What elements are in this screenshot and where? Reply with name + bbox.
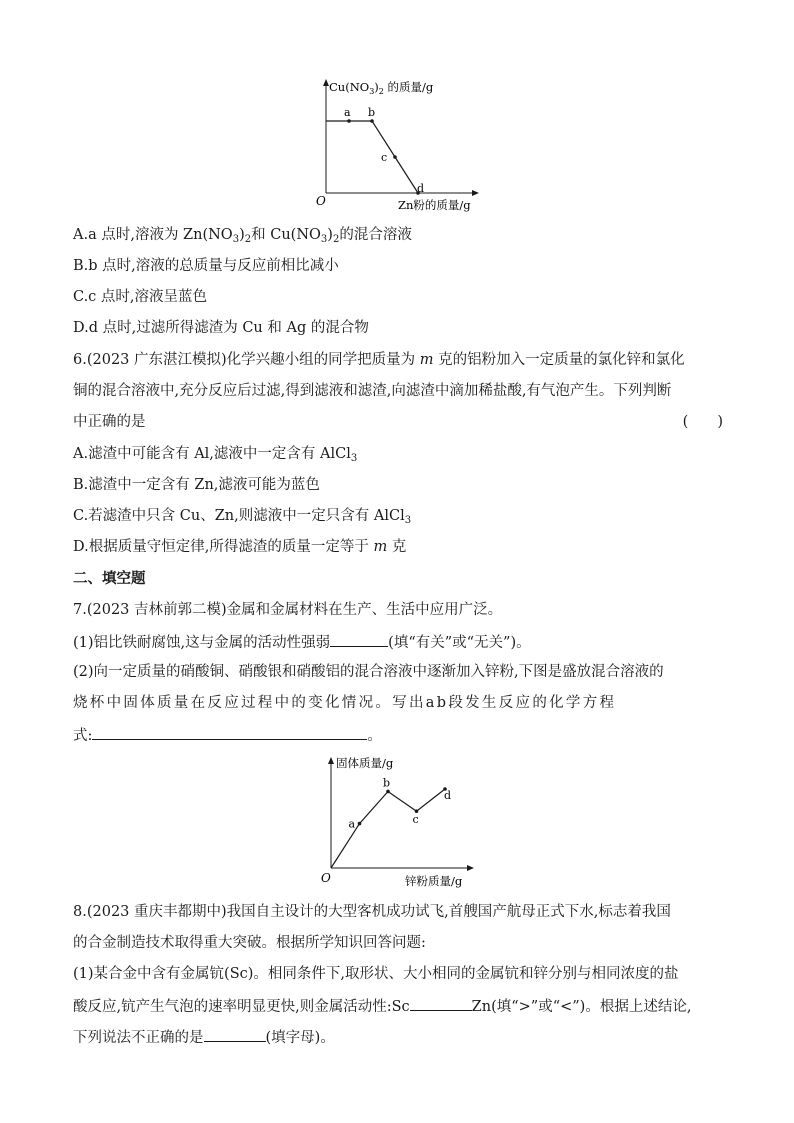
graph-2-x-label: 锌粉质量/g <box>405 874 463 888</box>
q5-option-d: D.d 点时,过滤所得滤渣为 Cu 和 Ag 的混合物 <box>73 320 369 336</box>
q6-option-b: B.滤渣中一定含有 Zn,滤液可能为蓝色 <box>73 477 320 493</box>
graph-2-point-label-b: b <box>383 776 391 790</box>
graph-2 <box>305 752 490 892</box>
graph-2-point-b <box>386 790 390 794</box>
q8-blank-choice[interactable] <box>204 1026 266 1042</box>
graph-1-point-label-a: a <box>344 106 351 119</box>
q8-stem-line-1: 8.(2023 重庆丰都期中)我国自主设计的大型客机成功试飞,首艘国产航母正式下水,标志着我国 <box>73 904 671 920</box>
q5-option-a: A.a 点时,溶液为 $Zn(NO_3)_2$和 $Cu(NO_3)_2$的混合溶液 <box>73 227 412 245</box>
graph-2-origin: O <box>321 871 331 885</box>
q8-blank-activity[interactable] <box>410 995 472 1011</box>
q6-option-a: A.滤渣中可能含有 Al,滤液中一定含有 AlCl$_3$ <box>73 446 358 464</box>
q7-part-2-line-3: 式: 。 <box>73 724 723 746</box>
graph-2-point-label-c: c <box>412 813 419 827</box>
q7-blank-equation[interactable] <box>92 724 367 740</box>
graph-2-point-label-a: a <box>348 817 356 831</box>
q6-option-c: C.若滤渣中只含 Cu、Zn,则滤液中一定只含有 AlCl$_3$ <box>73 508 412 526</box>
section-title: 二、填空题 <box>73 570 146 587</box>
graph-1-point-label-d: d <box>417 182 425 195</box>
q8-part-1-line-3: 下列说法不正确的是 (填字母)。 <box>73 1026 723 1048</box>
q6-option-d: D.根据质量守恒定律,所得滤渣的质量一定等于 m 克 <box>73 539 407 555</box>
q7-part-2-line-2: 烧杯中固体质量在反应过程中的变化情况。写出ab段发生反应的化学方程 <box>73 695 617 711</box>
q6-stem-line-3: 中正确的是 ( ) <box>73 414 723 430</box>
graph-1-point-b <box>370 119 374 123</box>
graph-2-y-label: 固体质量/g <box>336 756 394 770</box>
q7-part-1: (1)铝比铁耐腐蚀,这与金属的活动性强弱 (填“有关”或“无关”)。 <box>73 631 723 653</box>
graph-1-point-label-c: c <box>381 151 388 164</box>
graph-1-series-line <box>326 121 418 193</box>
answer-parentheses[interactable]: ( ) <box>682 414 723 430</box>
q5-option-c: C.c 点时,溶液呈蓝色 <box>73 289 208 305</box>
q8-stem-line-2: 的合金制造技术取得重大突破。根据所学知识回答问题: <box>73 935 426 951</box>
q7-stem: 7.(2023 吉林前郭二模)金属和金属材料在生产、生活中应用广泛。 <box>73 602 503 618</box>
q8-part-1-line-1: (1)某合金中含有金属钪(Sc)。相同条件下,取形状、大小相同的金属钪和锌分别与相同浓度的盐 <box>73 966 679 982</box>
graph-2-point-a <box>358 822 362 826</box>
graph-2-point-label-d: d <box>444 789 452 802</box>
graph-1-x-label: Zn粉的质量/g <box>398 198 471 212</box>
graph-1-point-c <box>393 155 397 159</box>
graph-1-y-label: $Cu(NO_3)_2$ 的质量/g <box>329 80 434 96</box>
graph-1-point-label-b: b <box>368 106 376 119</box>
graph-1-point-a <box>347 119 351 123</box>
q7-part-2-line-1: (2)向一定质量的硝酸铜、硝酸银和硝酸铝的混合溶液中逐渐加入锌粉,下图是盛放混合溶液的 <box>73 664 664 680</box>
q6-stem-line-1: 6.(2023 广东湛江模拟)化学兴趣小组的同学把质量为 m 克的铝粉加入一定质量的氯化锌和氯化 <box>73 352 685 368</box>
q8-part-1-line-2: 酸反应,钪产生气泡的速率明显更快,则金属活动性:Sc Zn(填“>”或“<”)。根据上述结论, <box>73 995 723 1017</box>
graph-1 <box>300 72 500 217</box>
graph-1-origin: O <box>316 194 326 208</box>
q5-option-b: B.b 点时,溶液的总质量与反应前相比减小 <box>73 258 339 274</box>
q6-stem-line-2: 铜的混合溶液中,充分反应后过滤,得到滤液和滤渣,向滤渣中滴加稀盐酸,有气泡产生。下列判断 <box>73 383 672 399</box>
q7-blank-1[interactable] <box>330 631 388 647</box>
